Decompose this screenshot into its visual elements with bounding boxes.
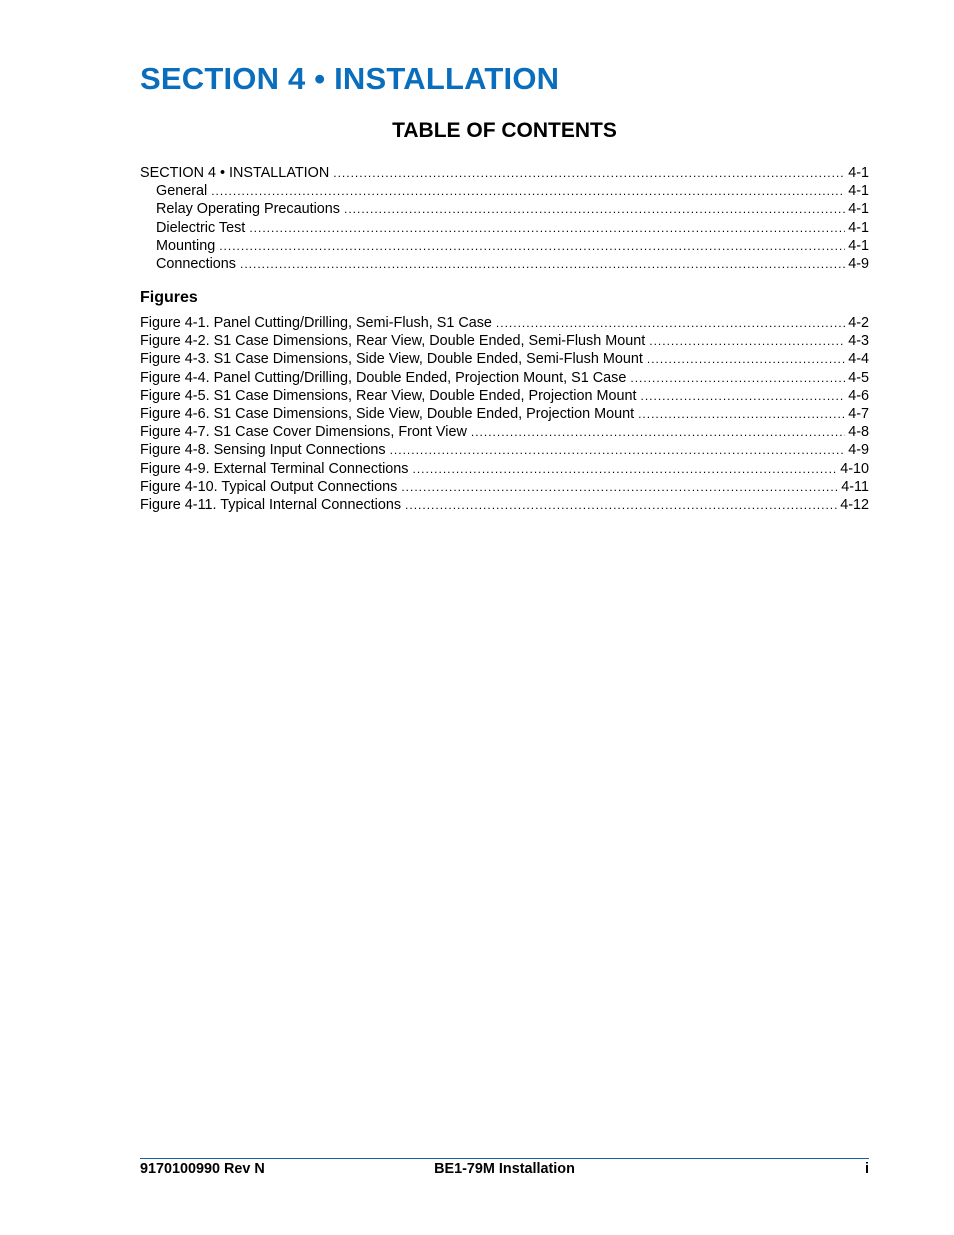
figure-entry-4-6[interactable]	[140, 405, 869, 423]
toc-entry-connections[interactable]	[140, 255, 869, 273]
toc-entry-page: 4-1	[848, 183, 869, 200]
toc-entry-label: Connections	[156, 255, 236, 272]
figure-entry-page: 4-7	[848, 405, 869, 422]
dot-leader	[413, 460, 838, 478]
figure-entry-page: 4-4	[848, 351, 869, 368]
dot-leader	[640, 387, 845, 405]
toc-entry-page: 4-1	[848, 201, 869, 218]
figure-entry-4-7[interactable]	[140, 423, 869, 441]
dot-leader	[630, 369, 845, 387]
toc-entry-section-4[interactable]	[140, 164, 869, 182]
toc-entry-dielectric-test[interactable]	[140, 219, 869, 237]
toc-entry-label: Mounting	[156, 237, 216, 254]
figure-entry-label: Figure 4-7. S1 Case Cover Dimensions, Front View	[140, 424, 467, 441]
dot-leader	[240, 255, 845, 273]
figure-entry-label: Figure 4-4. Panel Cutting/Drilling, Double Ended, Projection Mount, S1 Case	[140, 369, 627, 386]
figure-entry-page: 4-9	[848, 442, 869, 459]
figure-entry-label: Figure 4-5. S1 Case Dimensions, Rear View, Double Ended, Projection Mount	[140, 387, 637, 404]
dot-leader	[344, 200, 845, 218]
toc-entry-label: Relay Operating Precautions	[156, 201, 340, 218]
dot-leader	[496, 314, 845, 332]
toc-entry-label: General	[156, 183, 208, 200]
figure-entry-4-2[interactable]	[140, 332, 869, 350]
figure-entry-page: 4-3	[848, 333, 869, 350]
figure-entry-label: Figure 4-1. Panel Cutting/Drilling, Semi-Flush, S1 Case	[140, 315, 492, 331]
figure-entry-label: Figure 4-9. External Terminal Connections	[140, 460, 409, 477]
figures-heading: Figures	[140, 289, 198, 306]
dot-leader	[401, 478, 838, 496]
figure-entry-label: Figure 4-11. Typical Internal Connections	[140, 496, 402, 513]
figure-entry-page: 4-8	[848, 424, 869, 441]
figure-entry-page: 4-5	[848, 369, 869, 386]
dot-leader	[471, 423, 845, 441]
figure-entry-label: Figure 4-6. S1 Case Dimensions, Side View, Double Ended, Projection Mount	[140, 405, 635, 422]
dot-leader	[647, 350, 845, 368]
toc-entry-page: 4-1	[848, 237, 869, 254]
page-footer	[140, 1160, 869, 1178]
footer-rule	[140, 1158, 869, 1159]
dot-leader	[333, 164, 845, 182]
toc-entry-label: SECTION 4 • INSTALLATION	[140, 165, 330, 181]
figure-entry-label: Figure 4-3. S1 Case Dimensions, Side View, Double Ended, Semi-Flush Mount	[140, 351, 643, 368]
figure-entry-page: 4-12	[840, 496, 869, 513]
figure-entry-page: 4-11	[841, 478, 869, 495]
section-title: SECTION 4 • INSTALLATION	[140, 61, 560, 96]
dot-leader	[638, 405, 845, 423]
footer-part-number: 9170100990 Rev N	[140, 1161, 265, 1177]
figure-entry-4-1[interactable]	[140, 314, 869, 332]
figure-entry-4-11[interactable]	[140, 496, 869, 514]
dot-leader	[211, 182, 845, 200]
dot-leader	[390, 441, 846, 459]
figure-entry-4-8[interactable]	[140, 441, 869, 459]
figure-entry-label: Figure 4-8. Sensing Input Connections	[140, 442, 386, 459]
dot-leader	[219, 237, 845, 255]
toc-entry-page: 4-1	[848, 165, 869, 181]
dot-leader	[649, 332, 845, 350]
figure-entry-4-5[interactable]	[140, 387, 869, 405]
figure-entry-label: Figure 4-2. S1 Case Dimensions, Rear View, Double Ended, Semi-Flush Mount	[140, 333, 646, 350]
dot-leader	[249, 219, 845, 237]
toc-entry-general[interactable]	[140, 182, 869, 200]
figure-entry-page: 4-2	[848, 315, 869, 331]
toc-entry-page: 4-9	[848, 255, 869, 272]
figure-entry-page: 4-6	[848, 387, 869, 404]
dot-leader	[405, 496, 837, 514]
toc-entry-mounting[interactable]	[140, 237, 869, 255]
figure-entry-4-10[interactable]	[140, 478, 869, 496]
toc-entry-label: Dielectric Test	[156, 219, 246, 236]
figure-entry-4-4[interactable]	[140, 369, 869, 387]
figure-entry-label: Figure 4-10. Typical Output Connections	[140, 478, 398, 495]
toc-entry-relay-operating-precautions[interactable]	[140, 200, 869, 218]
figure-entry-4-9[interactable]	[140, 460, 869, 478]
footer-page-number: i	[865, 1161, 869, 1177]
figures-list	[140, 314, 869, 514]
toc-list	[140, 164, 869, 273]
toc-entry-page: 4-1	[848, 219, 869, 236]
toc-heading: TABLE OF CONTENTS	[392, 119, 617, 142]
figure-entry-page: 4-10	[840, 460, 869, 477]
figure-entry-4-3[interactable]	[140, 350, 869, 368]
footer-document-title: BE1-79M Installation	[434, 1161, 575, 1177]
